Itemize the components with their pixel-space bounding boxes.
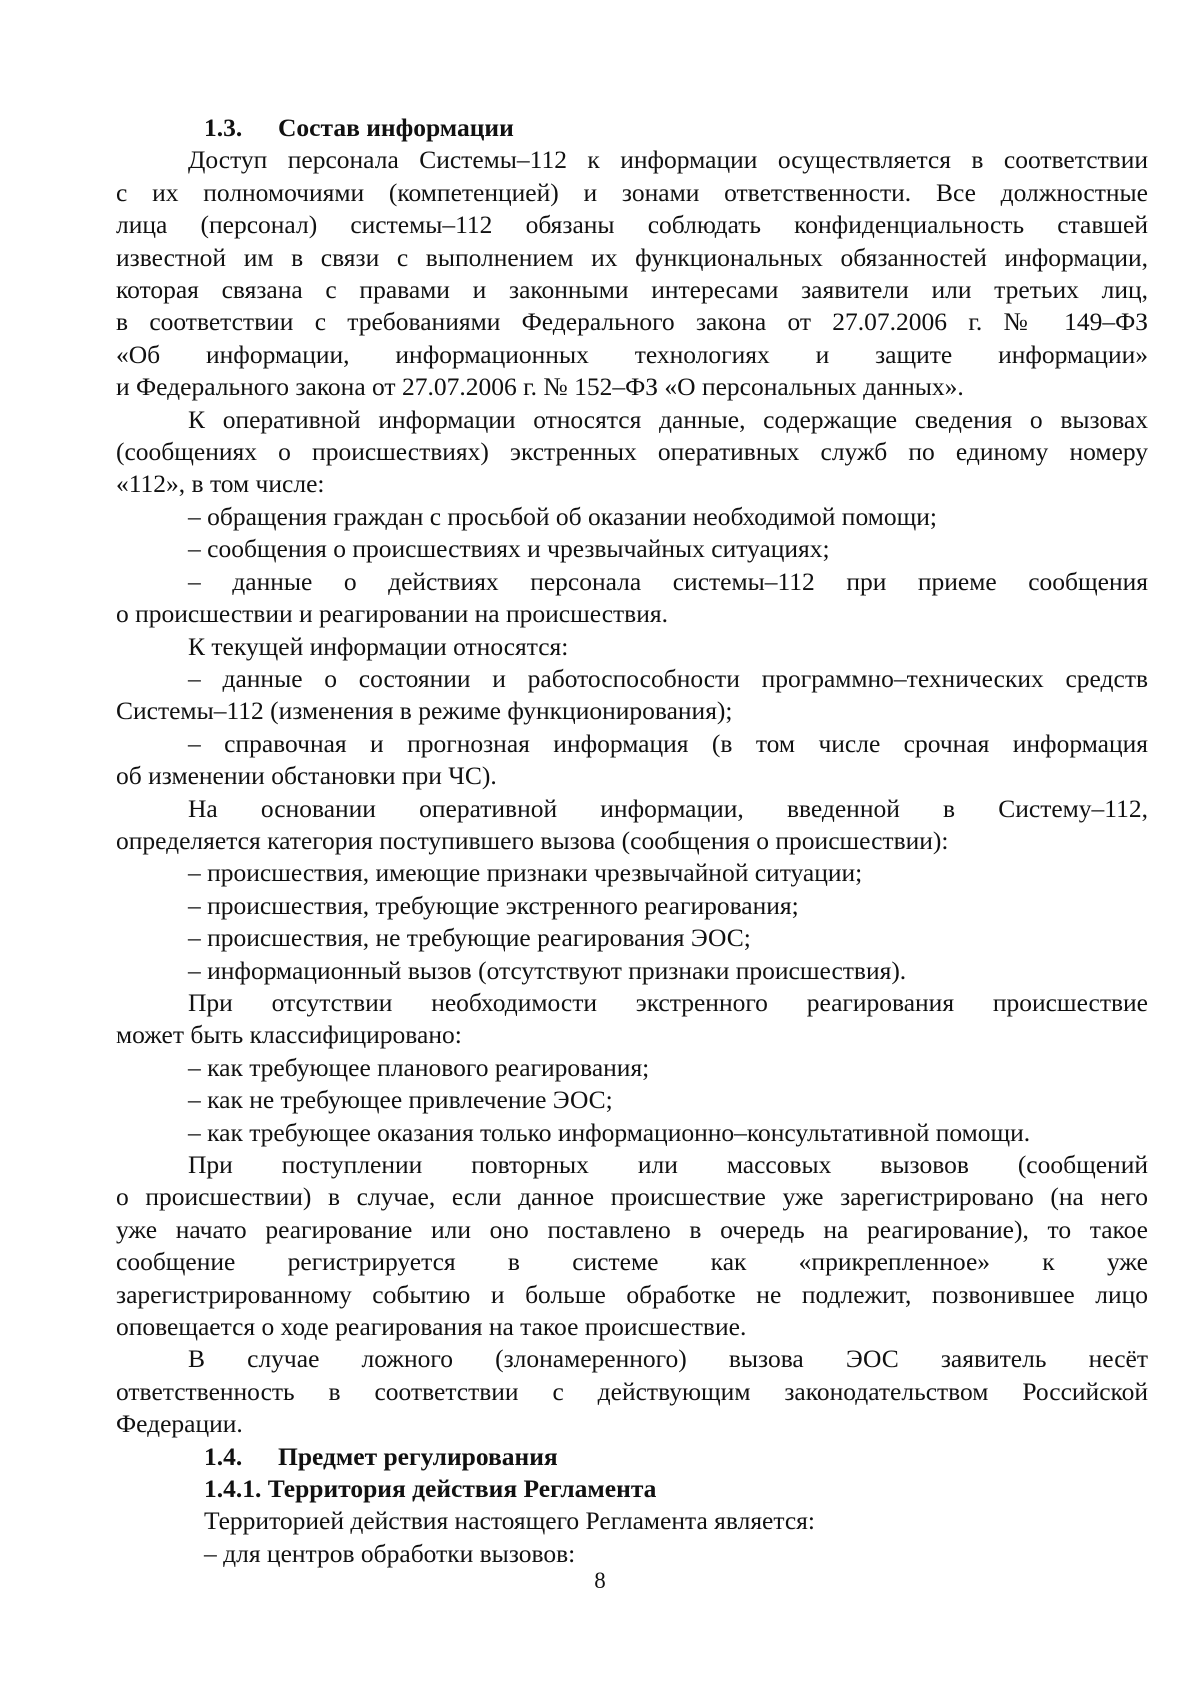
- paragraph-line: уже начато реагирование или оно поставлено в очередь на реагирование), то такое: [116, 1214, 1148, 1244]
- page-number: 8: [594, 1568, 606, 1593]
- list-item: – как требующее оказания только информационно–консультативной помощи.: [188, 1117, 1031, 1147]
- list-item: – информационный вызов (отсутствуют признаки происшествия).: [188, 955, 907, 985]
- list-item-continuation: Системы–112 (изменения в режиме функционирования);: [116, 696, 733, 726]
- list-item: – для центров обработки вызовов:: [204, 1538, 576, 1568]
- document-page: [116, 112, 1148, 1570]
- paragraph-line: Федерации.: [116, 1409, 243, 1439]
- paragraph-line: К оперативной информации относятся данные, содержащие сведения о вызовах: [188, 404, 1148, 434]
- paragraph-line: в соответствии с требованиями Федерального закона от 27.07.2006 г. № 149–ФЗ: [116, 307, 1148, 337]
- paragraph-line: ответственность в соответствии с действующим законодательством Российской: [116, 1376, 1148, 1406]
- paragraph-line: может быть классифицировано:: [116, 1020, 462, 1050]
- paragraph-line: К текущей информации относятся:: [188, 631, 569, 661]
- subsection-heading-1-4-1: 1.4.1. Территория действия Регламента: [204, 1474, 657, 1504]
- list-item: – как требующее планового реагирования;: [188, 1052, 650, 1082]
- section-heading-1-3: [116, 112, 1148, 144]
- paragraph-line: сообщение регистрируется в системе как «прикрепленное» к уже: [116, 1247, 1148, 1277]
- list-item: – справочная и прогнозная информация (в том числе срочная информация: [188, 728, 1148, 758]
- paragraph-line: о происшествии) в случае, если данное происшествие уже зарегистрировано (на него: [116, 1182, 1148, 1212]
- list-item: – данные о состоянии и работоспособности программно–технических средств: [188, 663, 1148, 693]
- paragraph-line: зарегистрированному событию и больше обработке не подлежит, позвонившее лицо: [116, 1279, 1148, 1309]
- list-item: – происшествия, не требующие реагирования ЭОС;: [188, 923, 751, 953]
- paragraph-line: На основании оперативной информации, введенной в Систему–112,: [188, 793, 1148, 823]
- paragraph-line: и Федерального закона от 27.07.2006 г. № 152–ФЗ «О персональных данных».: [116, 372, 964, 402]
- section-title: Предмет регулирования: [278, 1441, 558, 1471]
- paragraph-line: Территорией действия настоящего Регламента является:: [204, 1506, 815, 1536]
- list-item: – происшествия, требующие экстренного реагирования;: [188, 890, 799, 920]
- paragraph-line: При отсутствии необходимости экстренного реагирования происшествие: [188, 987, 1148, 1017]
- paragraph-line: «Об информации, информационных технологиях и защите информации»: [116, 339, 1148, 369]
- paragraph-line: лица (персонал) системы–112 обязаны соблюдать конфиденциальность ставшей: [116, 210, 1148, 240]
- section-number: 1.3.: [204, 113, 243, 142]
- list-item: – как не требующее привлечение ЭОС;: [188, 1085, 613, 1115]
- list-item: – данные о действиях персонала системы–112 при приеме сообщения: [188, 566, 1148, 596]
- section-heading-1-4: [116, 1441, 1148, 1473]
- list-item: – обращения граждан с просьбой об оказании необходимой помощи;: [188, 501, 937, 531]
- list-item-continuation: о происшествии и реагировании на происшествия.: [116, 599, 668, 629]
- paragraph-line: известной им в связи с выполнением их функциональных обязанностей информации,: [116, 242, 1148, 272]
- section-number: 1.4.: [204, 1441, 243, 1471]
- list-item: – сообщения о происшествиях и чрезвычайных ситуациях;: [188, 534, 830, 564]
- paragraph-line: (сообщениях о происшествиях) экстренных оперативных служб по единому номеру: [116, 437, 1148, 467]
- section-title: Состав информации: [278, 113, 514, 142]
- list-item: – происшествия, имеющие признаки чрезвычайной ситуации;: [188, 858, 863, 888]
- paragraph-line: с их полномочиями (компетенцией) и зонами ответственности. Все должностные: [116, 177, 1148, 207]
- list-item-continuation: об изменении обстановки при ЧС).: [116, 761, 497, 791]
- paragraph-line: В случае ложного (злонамеренного) вызова ЭОС заявитель несёт: [188, 1344, 1148, 1374]
- paragraph-line: определяется категория поступившего вызова (сообщения о происшествии):: [116, 825, 949, 855]
- paragraph-line: оповещается о ходе реагирования на такое происшествие.: [116, 1312, 747, 1342]
- paragraph-line: которая связана с правами и законными интересами заявители или третьих лиц,: [116, 275, 1148, 305]
- paragraph-line: «112», в том числе:: [116, 469, 325, 499]
- paragraph-line: Доступ персонала Системы–112 к информации осуществляется в соответствии: [188, 145, 1148, 175]
- paragraph-line: При поступлении повторных или массовых вызовов (сообщений: [188, 1150, 1148, 1179]
